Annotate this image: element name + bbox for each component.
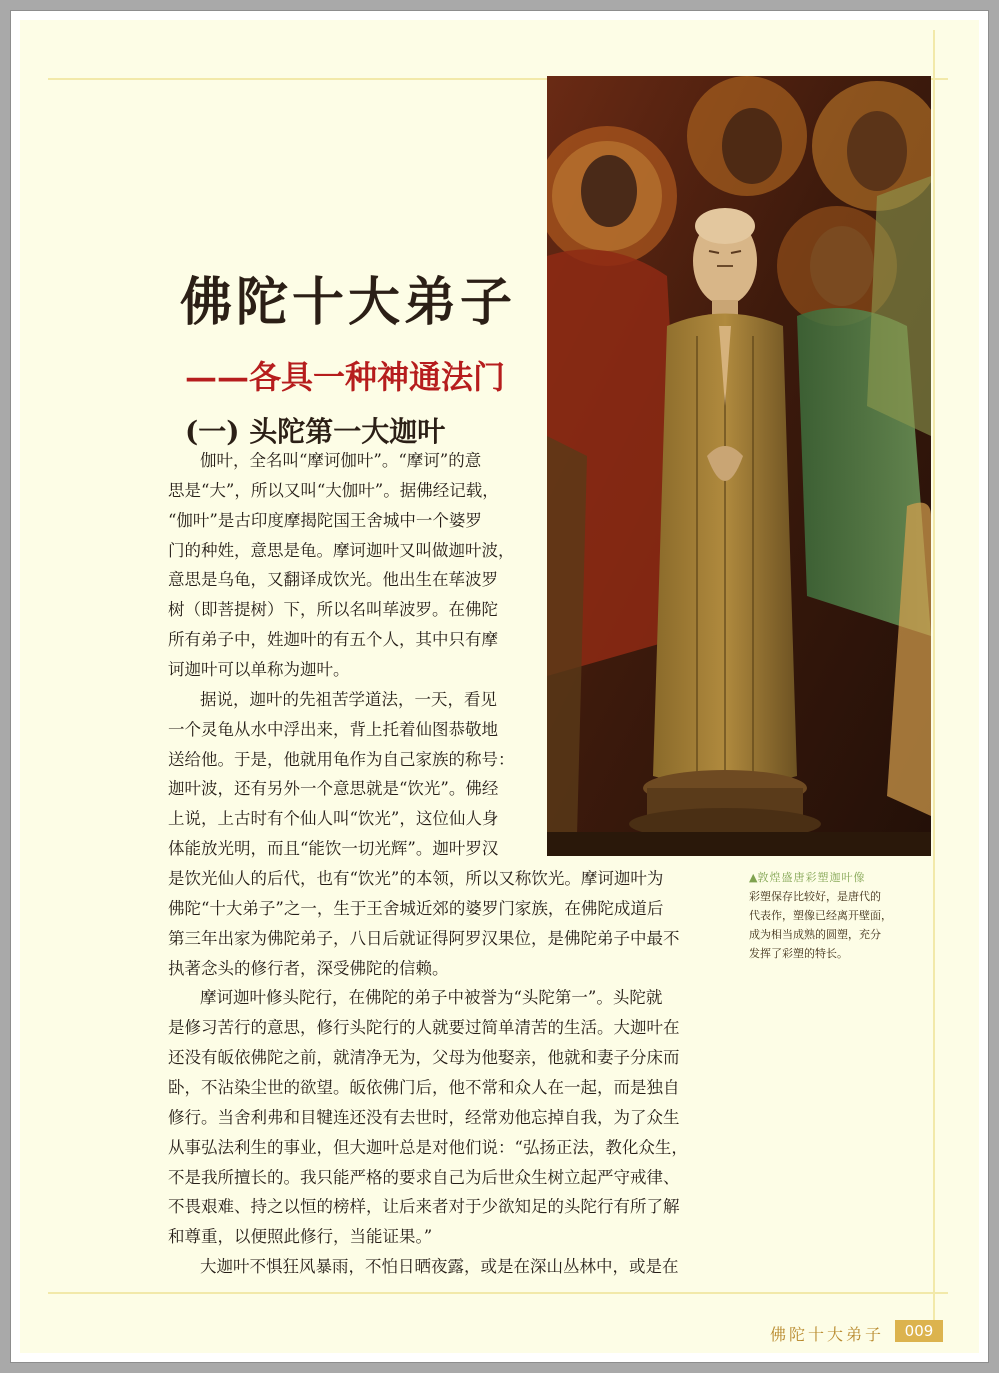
body-line: 卧，不沾染尘世的欲望。皈依佛门后，他不常和众人在一起，而是独自 [168,1078,680,1097]
body-line: 送给他。于是，他就用龟作为自己家族的称号： [168,749,515,769]
body-line: 所有弟子中，姓迦叶的有五个人，其中只有摩 [168,630,498,650]
body-line: 一个灵龟从水中浮出来，背上托着仙图恭敬地 [168,719,498,739]
footer-book-title: 佛陀十大弟子 [770,1325,885,1344]
monk-statue-photo [547,76,931,856]
caption-title: 敦煌盛唐彩塑迦叶像 [757,871,866,884]
body-line: 还没有皈依佛陀之前，就清净无为，父母为他娶亲，他就和妻子分床而 [168,1048,680,1068]
body-line: 树（即菩提树）下，所以名叫荜波罗。在佛陀 [168,600,498,620]
body-line: 思是“大”，所以又叫“大伽叶”。据佛经记载， [168,480,499,500]
body-line: 和尊重，以便照此修行，当能证果。” [168,1227,433,1247]
body-line: 诃迦叶可以单称为迦叶。 [168,660,350,679]
body-line: 大迦叶不惧狂风暴雨，不怕日晒夜露，或是在深山丛林中，或是在 [200,1257,679,1277]
body-line: 修行。当舍利弗和目犍连还没有去世时，经常劝他忘掉自我，为了众生 [168,1107,680,1127]
body-line: 不是我所擅长的。我只能严格的要求自己为后世众生树立起严守戒律、 [168,1167,680,1187]
body-line: 第三年出家为佛陀弟子，八日后就证得阿罗汉果位，是佛陀弟子中最不 [168,928,680,948]
body-line: 据说，迦叶的先祖苦学道法，一天，看见 [200,689,497,709]
triangle-marker-icon: ▲ [749,871,758,884]
caption-line: 代表作，塑像已经离开壁面， [749,909,892,922]
page-number-badge: 009 [895,1320,943,1342]
photo-caption [749,868,937,963]
caption-title-row [749,868,937,887]
chapter-title: 佛陀十大弟子 [180,272,517,333]
body-line: 摩诃迦叶修头陀行，在佛陀的弟子中被誉为“头陀第一”。头陀就 [200,988,663,1008]
body-line: 是修习苦行的意思，修行头陀行的人就要过简单清苦的生活。大迦叶在 [168,1018,680,1038]
caption-line: 成为相当成熟的圆塑，充分 [749,928,881,941]
body-line: 迦叶波，还有另外一个意思就是“饮光”。佛经 [168,779,499,799]
body-line: 上说，上古时有个仙人叫“饮光”，这位仙人身 [168,809,499,829]
body-line: 门的种姓，意思是龟。摩诃迦叶又叫做迦叶波， [168,540,515,560]
body-line: “伽叶”是古印度摩揭陀国王舍城中一个婆罗 [168,510,482,530]
body-line: 不畏艰难、持之以恒的榜样，让后来者对于少欲知足的头陀行有所了解 [168,1197,680,1217]
trim-line-right [933,30,935,1340]
chapter-subtitle: ——各具一种神通法门 [185,358,506,396]
book-page [20,20,979,1353]
caption-line: 彩塑保存比较好，是唐代的 [749,890,881,903]
body-line: 伽叶，全名叫“摩诃伽叶”。“摩诃”的意 [200,451,482,470]
body-line: 体能放光明，而且“能饮一切光辉”。迦叶罗汉 [168,839,499,859]
section-heading: (一) 头陀第一大迦叶 [185,415,446,448]
monk-statue-illustration [547,76,931,856]
body-line: 从事弘法利生的事业，但大迦叶总是对他们说：“弘扬正法，教化众生， [168,1137,688,1157]
trim-line-bottom [48,1292,948,1294]
caption-line: 发挥了彩塑的特长。 [749,947,848,960]
body-line: 佛陀“十大弟子”之一，生于王舍城近郊的婆罗门家族，在佛陀成道后 [168,898,664,918]
body-line: 是饮光仙人的后代，也有“饮光”的本领，所以又称饮光。摩诃迦叶为 [168,869,664,888]
body-line: 执著念头的修行者，深受佛陀的信赖。 [168,958,449,978]
page-frame [10,10,989,1363]
body-line: 意思是乌龟，又翻译成饮光。他出生在荜波罗 [168,570,498,590]
